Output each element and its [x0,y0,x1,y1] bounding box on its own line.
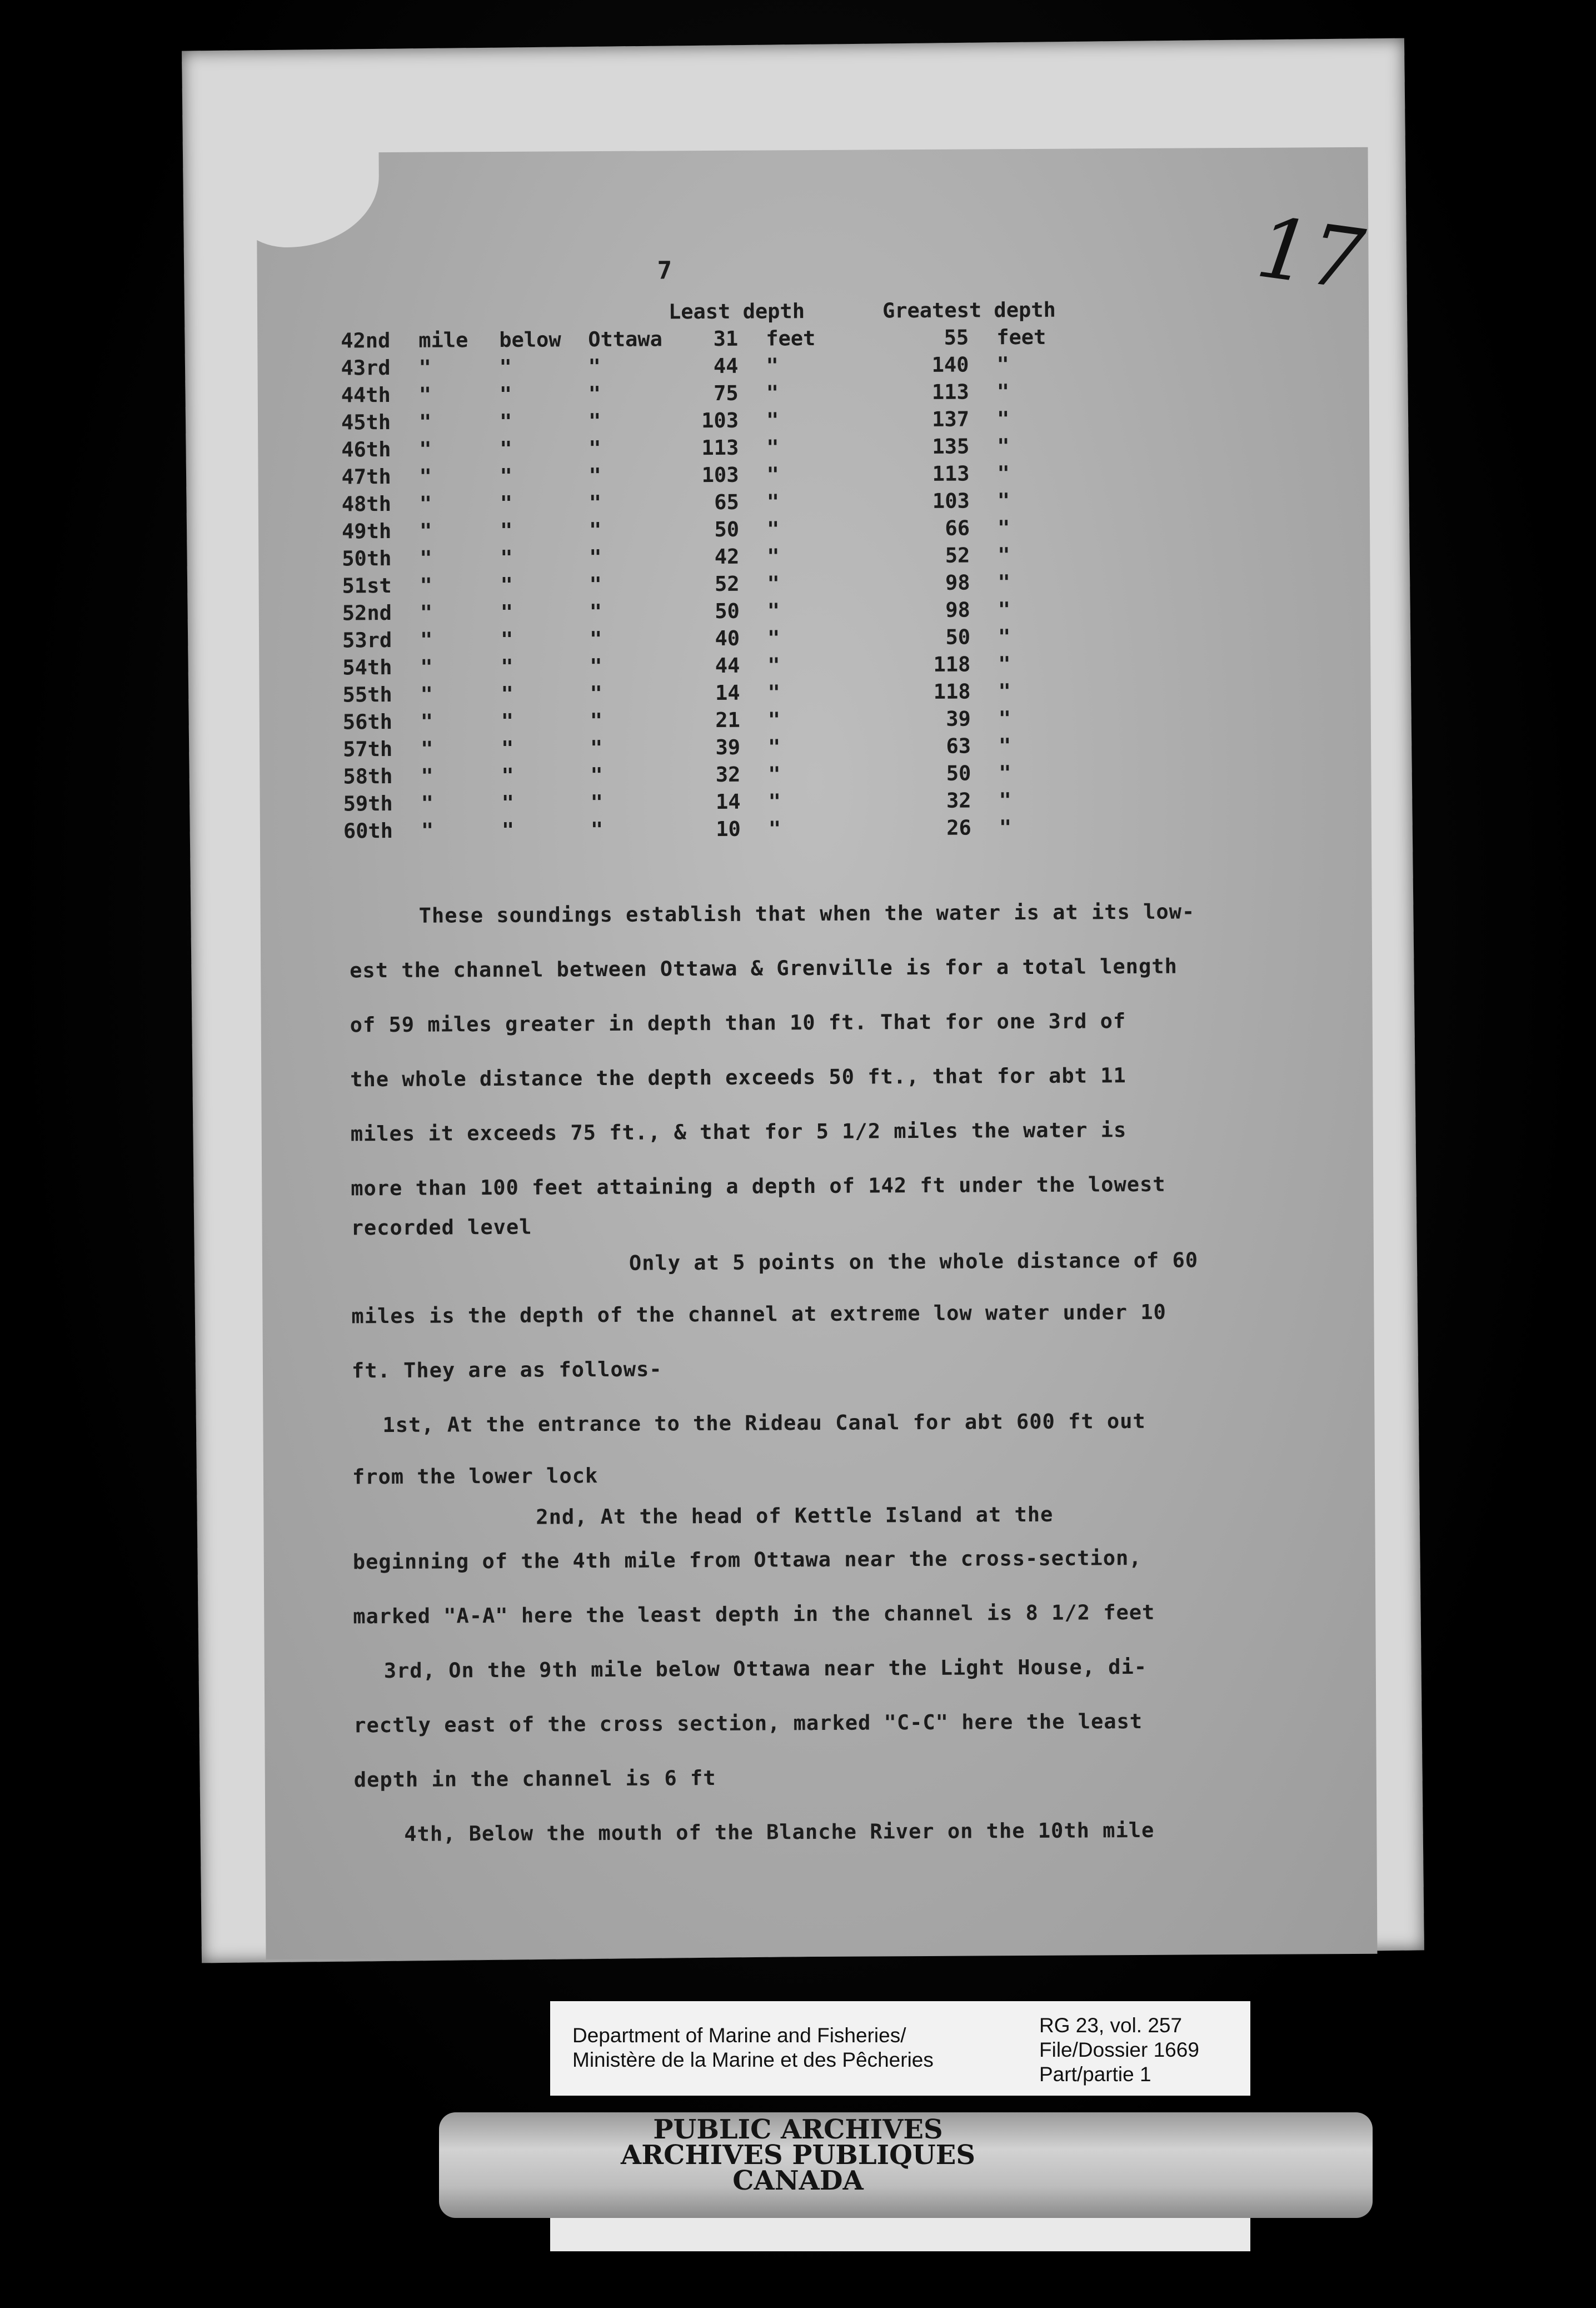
table-row [341,431,1286,464]
ditto-mark: " [500,518,513,543]
ditto-mark: " [767,653,780,678]
greatest-depth-cell: 52 [945,543,970,568]
mile-cell: 58th [343,764,393,789]
ditto-mark: " [500,627,513,651]
ditto-mark: " [997,461,1010,486]
greatest-depth-cell: 103 [932,489,970,513]
ditto-mark: " [501,818,515,842]
text-line: ft. They are as follows- [351,1357,662,1383]
part-number: Part/partie 1 [1039,2063,1151,2086]
text-line: beginning of the 4th mile from Ottawa near the cross-section, [352,1545,1142,1574]
mile-cell: 47th [341,464,391,489]
greatest-depth-cell: 113 [931,380,969,404]
ditto-mark: " [766,408,779,432]
greatest-depth-cell: 98 [945,598,970,622]
text-line: marked "A-A" here the least depth in the channel is 8 1/2 feet [353,1600,1155,1629]
place-word: Ottawa [588,327,663,352]
ditto-mark: " [500,573,513,597]
file-number: File/Dossier 1669 [1039,2038,1199,2061]
text-line: of 59 miles greater in depth than 10 ft. That for one 3rd of [350,1009,1126,1037]
ditto-mark: " [998,679,1011,704]
text-line: depth in the channel is 6 ft [353,1765,716,1792]
text-line: Only at 5 points on the whole distance of 60 [629,1248,1199,1275]
text-line: miles is the depth of the channel at extreme low water under 10 [351,1300,1166,1329]
mile-cell: 44th [341,383,391,407]
mile-cell: 48th [341,491,392,516]
mile-cell: 51st [342,573,392,598]
ditto-mark: " [767,599,780,623]
greatest-unit: feet [996,325,1046,350]
ditto-mark: " [420,655,433,679]
greatest-depth-cell: 55 [944,325,969,350]
ditto-mark: " [589,627,602,651]
header-greatest-depth: Greatest depth [882,297,1056,323]
stamp-line-french: ARCHIVES PUBLIQUES [621,2140,975,2171]
greatest-depth-cell: 66 [945,516,970,540]
ditto-mark: " [999,815,1012,840]
mile-word: mile [418,328,468,352]
ditto-mark: " [499,355,512,379]
ditto-mark: " [998,652,1011,677]
ditto-mark: " [418,382,432,407]
least-depth-cell: 21 [715,708,740,732]
ditto-mark: " [501,654,513,679]
ditto-mark: " [998,707,1011,731]
least-depth-cell: 52 [714,571,740,596]
ditto-mark: " [420,573,432,598]
greatest-depth-cell: 135 [932,434,970,459]
text-line: the whole distance the depth exceeds 50 ft., that for abt 11 [350,1063,1126,1092]
ditto-mark: " [767,680,780,705]
ditto-mark: " [501,682,514,706]
table-row [341,322,1285,355]
least-depth-cell: 42 [714,544,740,569]
ditto-mark: " [766,490,780,514]
least-depth-cell: 31 [713,326,739,351]
ditto-mark: " [419,519,432,543]
text-line: more than 100 feet attaining a depth of 142 ft under the lowest [351,1172,1166,1201]
mile-cell: 42nd [341,329,391,353]
table-row [343,813,1288,845]
ditto-mark: " [420,600,433,625]
ditto-mark: " [996,380,1010,404]
ditto-mark: " [998,570,1010,595]
ditto-mark: " [421,818,434,843]
ditto-mark: " [767,708,781,732]
ditto-mark: " [420,709,433,734]
table-row [343,785,1288,818]
greatest-depth-cell: 50 [945,625,971,649]
ditto-mark: " [997,489,1010,513]
ditto-mark: " [996,407,1010,431]
stamp-line-english: PUBLIC ARCHIVES [653,2114,943,2145]
record-group: RG 23, vol. 257 [1039,2014,1183,2037]
table-header-row [341,295,1285,327]
ditto-mark: " [501,736,514,760]
file-reference [1039,2013,1199,2087]
header-least-depth: Least depth [668,299,805,324]
ditto-mark: " [499,409,512,434]
greatest-depth-cell: 50 [946,761,971,785]
document-page [257,147,1378,1959]
ditto-mark: " [997,516,1010,540]
ditto-mark: " [418,355,431,380]
ditto-mark: " [766,462,779,487]
ditto-mark: " [588,491,602,515]
least-depth-cell: 14 [715,680,740,705]
mile-cell: 59th [343,791,393,816]
least-depth-cell: 40 [715,626,740,650]
table-row [343,758,1288,790]
table-row [342,595,1287,627]
least-unit: feet [766,326,816,351]
greatest-depth-cell: 26 [946,815,971,840]
ditto-mark: " [588,382,601,406]
least-depth-cell: 44 [713,354,739,378]
ditto-mark: " [500,464,512,488]
greatest-depth-cell: 137 [932,407,970,431]
ditto-mark: " [590,682,602,706]
torn-corner [234,136,379,247]
text-line: recorded level [351,1215,532,1240]
ditto-mark: " [501,790,515,815]
ditto-mark: " [501,763,514,788]
ditto-mark: " [768,789,781,814]
ditto-mark: " [421,737,433,761]
greatest-depth-cell: 98 [945,570,970,595]
ditto-mark: " [998,598,1011,622]
table-row [342,649,1287,682]
least-depth-cell: 103 [701,462,739,488]
ditto-mark: " [767,571,780,596]
mile-cell: 52nd [342,600,392,625]
table-row [343,731,1288,763]
ditto-mark: " [590,818,604,842]
greatest-depth-cell: 63 [946,734,971,758]
mile-cell: 57th [343,737,393,762]
handwritten-folio-number: 17 [1251,199,1370,310]
ditto-mark: " [998,625,1011,649]
soundings-table [341,295,1288,845]
least-depth-cell: 50 [715,599,740,623]
ditto-mark: " [419,491,432,516]
ditto-mark: " [500,436,512,461]
text-line: est the channel between Ottawa & Grenville is for a total length [350,954,1178,983]
text-line: 3rd, On the 9th mile below Ottawa near the Light House, di- [383,1654,1148,1683]
mile-cell: 54th [342,655,392,680]
least-depth-cell: 50 [714,517,740,541]
ditto-mark: " [499,382,512,406]
below-word: below [499,327,561,352]
text-line: 1st, At the entrance to the Rideau Canal for abt 600 ft out [382,1409,1146,1437]
archives-stamp [0,2114,1596,2196]
table-row [342,568,1286,600]
mile-cell: 55th [342,682,392,707]
department-english: Department of Marine and Fisheries/ [572,2024,906,2047]
ditto-mark: " [768,762,781,787]
least-depth-cell: 65 [714,490,739,514]
table-row [341,377,1286,409]
least-depth-cell: 39 [715,735,741,759]
mile-cell: 49th [341,519,392,544]
mile-cell: 53rd [342,628,392,653]
ditto-mark: " [766,354,779,378]
ditto-mark: " [500,600,513,624]
ditto-mark: " [501,709,514,733]
ditto-mark: " [996,352,1009,377]
table-row [341,459,1286,491]
department-name [572,2023,934,2072]
least-depth-cell: 10 [716,817,741,841]
text-line: rectly east of the cross section, marked "C-C" here the least [353,1709,1143,1738]
text-line: miles it exceeds 75 ft., & that for 5 1/2 miles the water is [350,1118,1127,1146]
ditto-mark: " [590,654,602,679]
table-row [343,704,1288,736]
least-depth-cell: 44 [715,653,740,678]
ditto-mark: " [589,573,602,597]
least-depth-cell: 32 [715,762,741,787]
ditto-mark: " [419,437,432,461]
mile-cell: 45th [341,410,391,435]
mile-cell: 43rd [341,356,391,380]
department-french: Ministère de la Marine et des Pêcheries [572,2048,934,2071]
greatest-depth-cell: 118 [933,679,971,704]
ditto-mark: " [418,410,432,434]
table-row [342,677,1287,709]
text-line: 2nd, At the head of Kettle Island at the [536,1502,1054,1529]
ditto-mark: " [421,764,433,788]
least-depth-cell: 103 [701,408,739,433]
table-row [342,540,1286,573]
ditto-mark: " [419,464,432,489]
greatest-depth-cell: 32 [946,788,971,813]
table-row [341,404,1286,436]
ditto-mark: " [767,544,780,569]
text-line: 4th, Below the mouth of the Blanche River on the 10th mile [404,1818,1155,1846]
archive-reference-label [550,2001,1250,2096]
ditto-mark: " [766,435,779,460]
table-row [342,486,1286,518]
least-depth-cell: 14 [715,789,741,814]
text-line: These soundings establish that when the water is at its low- [418,899,1195,928]
body-text [349,884,1288,1862]
ditto-mark: " [590,736,603,760]
greatest-depth-cell: 118 [933,652,971,677]
ditto-mark: " [590,763,603,788]
ditto-mark: " [997,434,1010,459]
least-depth-cell: 75 [714,381,739,405]
ditto-mark: " [421,791,434,815]
ditto-mark: " [998,734,1011,758]
ditto-mark: " [589,600,602,624]
ditto-mark: " [766,517,780,541]
mile-cell: 56th [342,709,393,734]
ditto-mark: " [420,682,433,707]
table-row [341,350,1285,382]
greatest-depth-cell: 113 [932,461,970,486]
ditto-mark: " [768,735,781,759]
ditto-mark: " [588,518,602,543]
greatest-depth-cell: 39 [946,707,971,731]
mile-cell: 46th [341,437,391,462]
ditto-mark: " [999,788,1012,813]
ditto-mark: " [589,545,602,570]
table-row [342,622,1287,654]
ditto-mark: " [588,436,601,461]
ditto-mark: " [590,709,603,733]
text-line: from the lower lock [352,1464,598,1489]
mile-cell: 50th [342,546,392,571]
ditto-mark: " [420,546,432,570]
ditto-mark: " [998,543,1010,568]
ditto-mark: " [420,628,433,652]
table-body [341,350,1288,845]
ditto-mark: " [767,626,780,650]
ditto-mark: " [768,817,781,841]
ditto-mark: " [766,381,779,405]
stamp-line-country: CANADA [732,2165,864,2196]
least-depth-cell: 113 [701,435,739,460]
mile-cell: 60th [343,818,393,843]
page-number: 7 [657,256,672,285]
ditto-mark: " [500,545,513,570]
ditto-mark: " [999,761,1011,785]
ditto-mark: " [588,409,601,434]
ditto-mark: " [590,790,604,815]
label-strip [550,2218,1250,2251]
ditto-mark: " [500,491,513,515]
ditto-mark: " [588,355,601,379]
greatest-depth-cell: 140 [931,352,969,377]
table-row [342,513,1286,545]
ditto-mark: " [588,464,601,488]
